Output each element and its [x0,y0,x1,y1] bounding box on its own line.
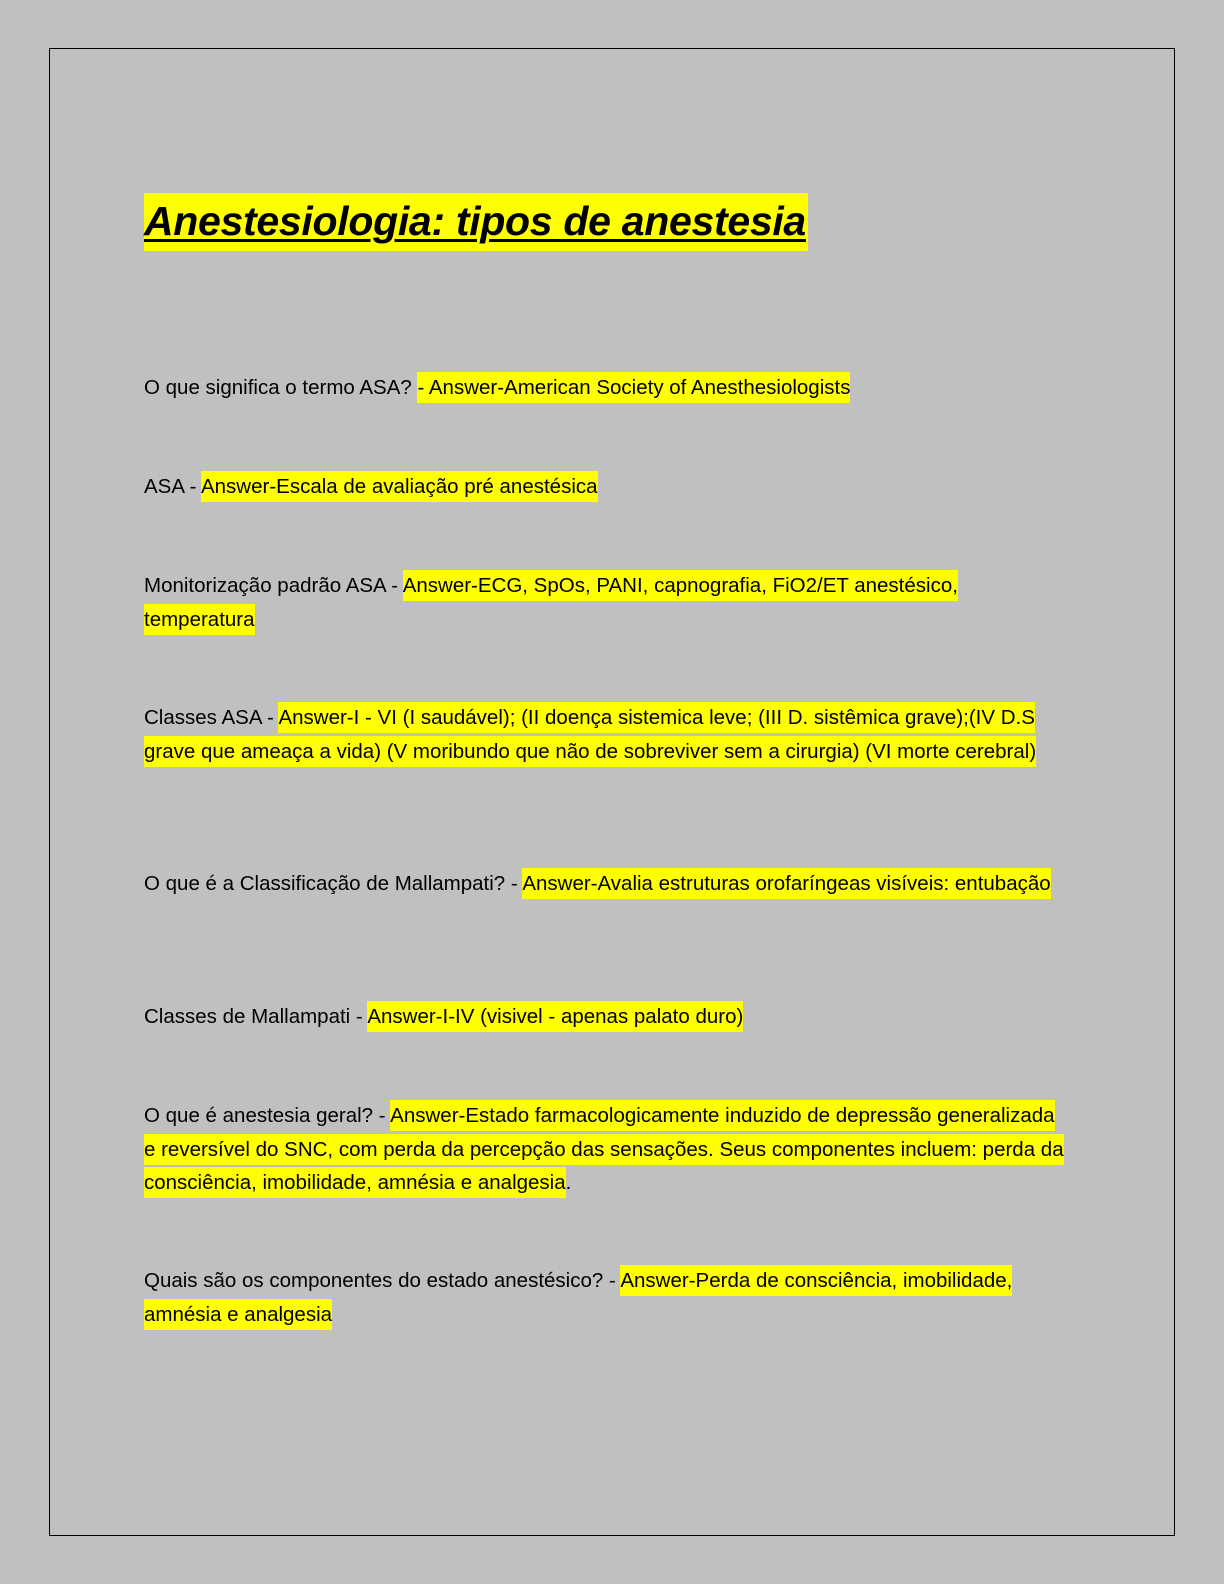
answer-text: Answer-Escala de avaliação pré anestésica [201,471,598,502]
qa-item [144,1099,1064,1200]
answer-text: Answer-I - VI (I saudável); (II doença sistemica leve; (III D. sistêmica grave);(IV D.S grave que ameaça a vida) (V moribundo que não de sobreviver sem a cirurgia) (VI morte cerebral) [144,702,1036,767]
answer-text: Answer-I-IV (visivel - apenas palato duro) [367,1001,743,1032]
qa-item [144,569,1064,636]
answer-text: Answer-Estado farmacologicamente induzido de depressão generalizada e reversível do SNC, com perda da percepção das sensações. Seus componentes incluem: perda da consciência, imobilidade, amnésia e analgesia [144,1100,1064,1198]
question-text: Quais são os componentes do estado anestésico? - [144,1269,621,1292]
answer-text: Answer-ECG, SpOs, PANI, capnografia, FiO2/ET anestésico, temperatura [144,570,958,635]
answer-text: Answer-Perda de consciência, imobilidade, amnésia e analgesia [144,1265,1012,1330]
question-text: O que é anestesia geral? - [144,1104,391,1127]
title-block [144,193,808,251]
qa-item [144,470,1064,504]
document-title: Anestesiologia: tipos de anestesia [144,193,808,251]
question-text: O que significa o termo ASA? [144,376,418,399]
qa-item [144,867,1064,901]
answer-trailer: . [565,1171,572,1194]
document-page [49,48,1175,1536]
question-text: Classes de Mallampati - [144,1005,368,1028]
qa-item [144,1000,1064,1034]
qa-item [144,371,1064,405]
answer-text: Answer-Avalia estruturas orofaríngeas visíveis: entubação [522,868,1050,899]
answer-text: - Answer-American Society of Anesthesiologists [417,372,850,403]
question-text: ASA - [144,475,201,498]
question-text: O que é a Classificação de Mallampati? - [144,872,523,895]
question-text: Classes ASA - [144,706,279,729]
qa-item [144,701,1064,768]
question-text: Monitorização padrão ASA - [144,574,403,597]
qa-item [144,1264,1064,1331]
